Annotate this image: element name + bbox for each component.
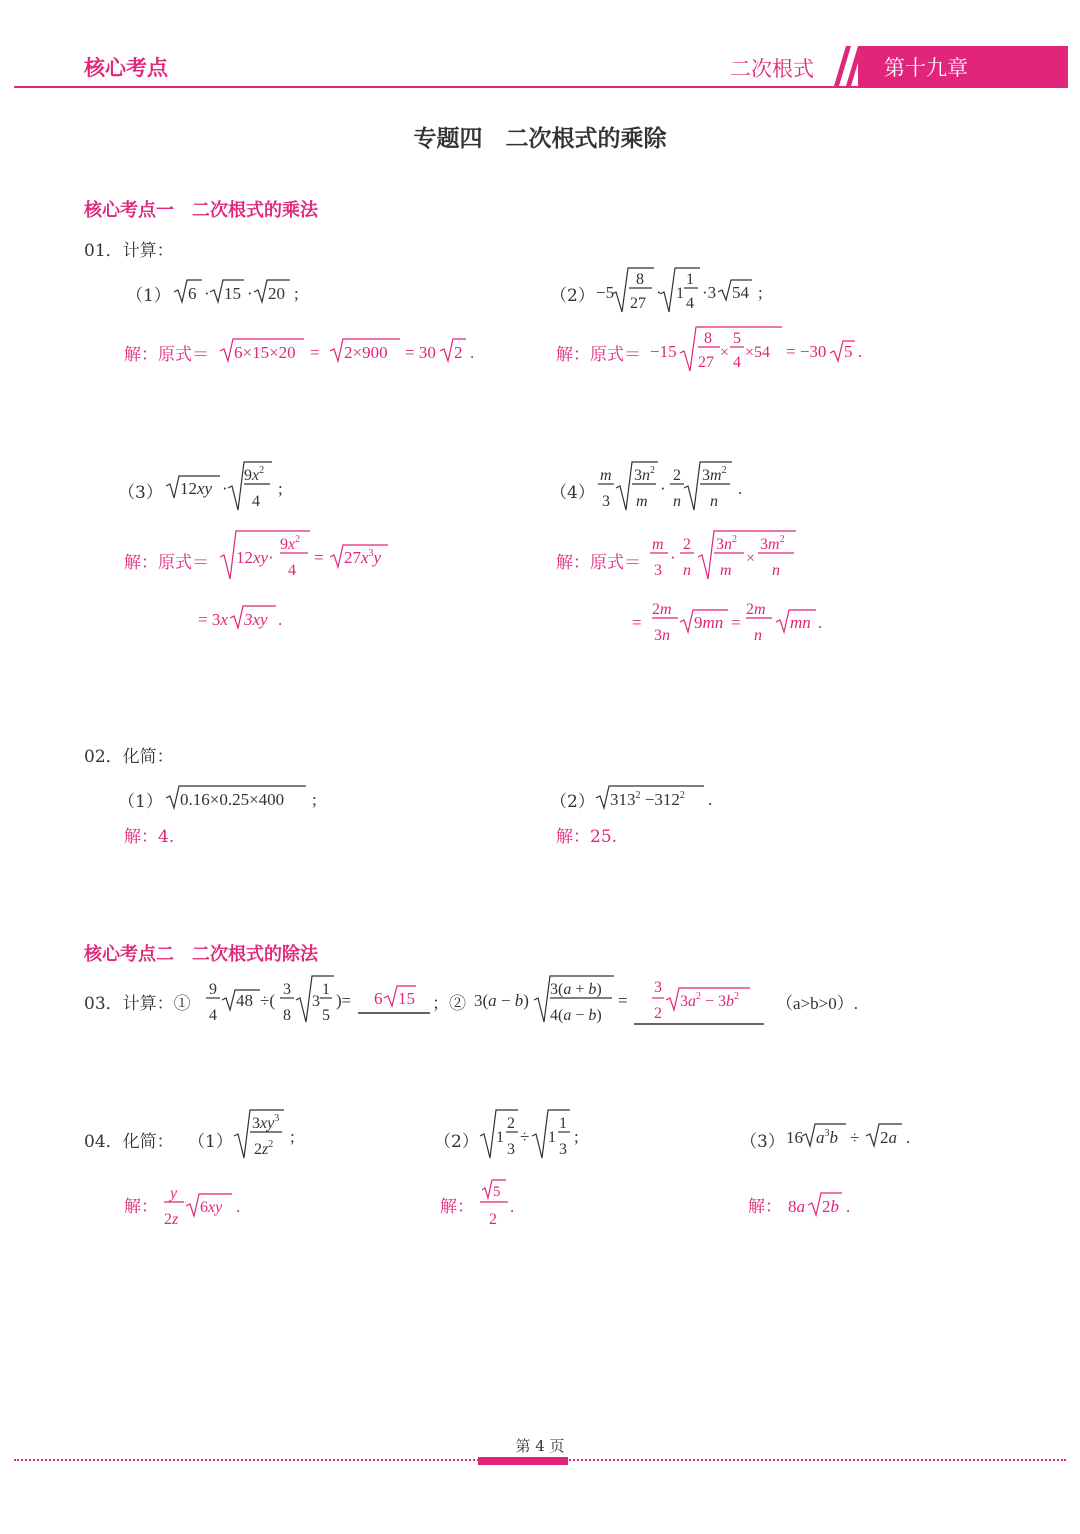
svg-text:2: 2 (654, 1005, 662, 1022)
q04-part2-answer (476, 1176, 536, 1234)
svg-text:3(a − b): 3(a − b) (474, 991, 529, 1010)
q02-part2-number: （2） (550, 792, 595, 812)
svg-text:= 30: = 30 (405, 343, 436, 362)
q01-part1-answer-prefix: 解：原式＝ (124, 345, 209, 365)
svg-text:2: 2 (489, 1211, 497, 1228)
svg-text:.: . (708, 790, 713, 809)
svg-text:mn: mn (790, 613, 811, 632)
q01-part1-number: （1） (126, 286, 171, 306)
svg-text:2: 2 (507, 1115, 515, 1132)
section-heading-2: 核心考点二 二次根式的除法 (84, 944, 318, 965)
svg-text:.: . (236, 1197, 241, 1216)
q01-part3-answer (218, 527, 408, 585)
svg-text:=: = (314, 548, 324, 567)
svg-text:3xy: 3xy (244, 610, 268, 629)
svg-text:n: n (754, 627, 762, 644)
svg-text:a3b: $a^3b$ (816, 1128, 838, 1147)
svg-text:5: 5 (493, 1184, 501, 1200)
svg-text:15: 15 (224, 284, 241, 303)
section-heading-1: 核心考点一 二次根式的乘法 (84, 200, 318, 221)
svg-text:2z: 2z (164, 1211, 179, 1228)
q03-separator: ；② (432, 994, 466, 1014)
q01-part2-answer (650, 323, 870, 377)
q04-part3-number: （3） (740, 1132, 785, 1152)
svg-text:8: 8 (283, 1007, 291, 1024)
svg-text:5: 5 (733, 330, 741, 347)
q02-part2-expression (594, 780, 734, 814)
svg-text:m: m (636, 493, 648, 510)
q03-part1-expression (204, 970, 444, 1030)
svg-text:3: 3 (602, 493, 610, 510)
svg-text:4: 4 (288, 562, 296, 579)
svg-text:×: × (720, 344, 730, 361)
svg-text:48: 48 (236, 991, 253, 1010)
q04-part3-answer (786, 1187, 866, 1221)
svg-text:;: ; (294, 284, 299, 303)
q01-part2-expression (596, 264, 776, 318)
svg-text:.: . (906, 1128, 911, 1147)
svg-text:6xy: 6xy (200, 1199, 223, 1216)
q04-part3-answer-prefix: 解： (748, 1197, 782, 1217)
svg-text:6: 6 (188, 284, 197, 303)
svg-text:÷: ÷ (850, 1128, 860, 1147)
svg-text:1: 1 (559, 1115, 567, 1132)
header-chapter-number: 第十九章 (884, 56, 968, 80)
q01-part4-answer (648, 527, 808, 585)
footer-accent-bar (478, 1457, 568, 1465)
q01-part4-expression (596, 458, 766, 516)
svg-text:·: · (670, 548, 676, 567)
svg-text:5: 5 (322, 1007, 330, 1024)
svg-text:1: 1 (496, 1129, 504, 1146)
q03-condition: （a>b>0）. (776, 994, 858, 1013)
svg-text:= −30: = −30 (786, 342, 827, 361)
svg-text:9: 9 (209, 981, 217, 998)
svg-text:n: n (673, 493, 681, 510)
svg-text:2m: 2m (746, 601, 766, 618)
svg-text:;: ; (290, 1127, 295, 1146)
question-04-label: 04．化简： (84, 1132, 174, 1152)
svg-text:3n2: $3n^2$ (716, 534, 737, 553)
question-03-label: 03．计算：① (84, 994, 191, 1014)
svg-text:.: . (818, 613, 823, 632)
q01-part3-answer-prefix: 解：原式＝ (124, 553, 209, 573)
svg-text:=: = (731, 613, 741, 632)
question-01-label: 01．计算： (84, 241, 174, 261)
svg-text:.: . (278, 610, 283, 629)
svg-text:3: 3 (559, 1141, 567, 1158)
svg-text:27: 27 (630, 295, 646, 312)
svg-text:2: 2 (683, 536, 691, 553)
svg-text:2z2: $2z^2$ (254, 1139, 274, 1158)
svg-text:.: . (738, 479, 743, 498)
svg-text:·3: ·3 (702, 283, 717, 302)
svg-text:4: 4 (252, 493, 260, 510)
svg-text:2a: 2a (880, 1128, 897, 1147)
q02-part2-answer: 解：25. (556, 827, 618, 847)
svg-text:;: ; (574, 1127, 579, 1146)
svg-text:1: 1 (686, 271, 694, 288)
svg-text:m: m (720, 562, 732, 579)
svg-text:1: 1 (548, 1129, 556, 1146)
svg-text:2m: 2m (652, 601, 672, 618)
svg-text:.: . (470, 343, 475, 362)
q04-part1-number: （1） (188, 1132, 233, 1152)
svg-text:m: m (652, 536, 664, 553)
svg-text:÷: ÷ (520, 1127, 530, 1146)
svg-text:3: 3 (507, 1141, 515, 1158)
svg-text:·: · (660, 479, 666, 498)
q01-part3-number: （3） (118, 483, 163, 503)
svg-text:−15: −15 (650, 342, 677, 361)
q01-part4-answer-result (630, 592, 830, 648)
svg-text:3m2: $3m^2$ (702, 465, 727, 484)
svg-text:12xy: 12xy (180, 479, 213, 498)
svg-text:20: 20 (268, 284, 285, 303)
svg-text:9x2: $9x^2$ (280, 534, 301, 553)
svg-text:=: = (632, 613, 642, 632)
svg-text:9mn: 9mn (694, 613, 724, 632)
q03-part2-expression (474, 970, 774, 1030)
svg-text:y: y (170, 1185, 178, 1202)
q04-part3-expression (786, 1118, 926, 1152)
svg-text:·: · (656, 283, 662, 302)
svg-text:2×900: 2×900 (344, 343, 388, 362)
question-02-label: 02．化简： (84, 747, 174, 767)
svg-text:·: · (204, 284, 210, 303)
svg-text:3m2: $3m^2$ (760, 534, 785, 553)
svg-text:3n: 3n (654, 627, 670, 644)
svg-text:2: 2 (454, 343, 463, 362)
svg-text:4: 4 (686, 295, 694, 312)
q02-part1-answer: 解：4. (124, 827, 175, 847)
header-chapter-name: 二次根式 (730, 57, 814, 81)
q04-part1-answer-prefix: 解： (124, 1197, 158, 1217)
svg-text:5: 5 (844, 342, 853, 361)
svg-text:15: 15 (398, 989, 415, 1008)
q04-part2-answer-prefix: 解： (440, 1197, 474, 1217)
svg-text:×54: ×54 (745, 344, 771, 361)
svg-text:27: 27 (698, 354, 714, 371)
svg-text:3132 −3122: $313^2 -312^2$ (610, 790, 685, 809)
svg-text:4(a − b): 4(a − b) (550, 1007, 602, 1024)
svg-text:.: . (858, 342, 863, 361)
svg-text:= 3x: = 3x (198, 610, 228, 629)
svg-text:·: · (222, 479, 228, 498)
svg-text:;: ; (758, 283, 763, 302)
svg-text:÷(: ÷( (260, 991, 275, 1010)
svg-text:·: · (247, 284, 253, 303)
svg-text:9x2: $9x^2$ (244, 465, 265, 484)
svg-text:;: ; (312, 790, 317, 809)
svg-text:m: m (600, 467, 612, 484)
q01-part3-expression (164, 458, 304, 516)
svg-text:;: ; (278, 479, 283, 498)
svg-text:n: n (683, 562, 691, 579)
svg-text:16: 16 (786, 1128, 803, 1147)
svg-text:=: = (310, 343, 320, 362)
svg-text:=: = (618, 991, 628, 1010)
svg-text:×: × (746, 550, 756, 567)
svg-text:−5: −5 (596, 283, 615, 302)
svg-text:.: . (510, 1197, 515, 1216)
svg-text:4: 4 (209, 1007, 217, 1024)
svg-text:12xy·: 12xy· (236, 548, 274, 567)
svg-text:6×15×20: 6×15×20 (234, 343, 296, 362)
q04-part2-number: （2） (434, 1132, 479, 1152)
header-rule (14, 86, 1068, 88)
q02-part1-expression (164, 780, 334, 814)
svg-text:3: 3 (312, 993, 320, 1010)
svg-text:n: n (710, 493, 718, 510)
svg-text:1: 1 (676, 285, 684, 302)
svg-text:3: 3 (654, 979, 662, 996)
q01-part1-answer (218, 333, 478, 367)
q04-part1-answer (160, 1176, 260, 1234)
page-number: 第 4 页 (515, 1437, 565, 1455)
svg-text:)=: )= (336, 991, 352, 1010)
q01-part2-answer-prefix: 解：原式＝ (556, 345, 641, 365)
svg-text:54: 54 (732, 283, 749, 302)
svg-text:6: 6 (374, 989, 383, 1008)
q01-part4-answer-prefix: 解：原式＝ (556, 553, 641, 573)
svg-text:0.16×0.25×400: 0.16×0.25×400 (180, 790, 285, 809)
svg-text:3(a + b): 3(a + b) (550, 981, 602, 998)
svg-text:27x3y: $27x^3y$ (344, 548, 382, 567)
q01-part3-answer-result (196, 600, 306, 634)
svg-text:8: 8 (636, 271, 644, 288)
q01-part2-number: （2） (550, 286, 595, 306)
svg-text:.: . (846, 1197, 851, 1216)
q04-part1-expression (232, 1106, 312, 1164)
svg-text:3: 3 (654, 562, 662, 579)
svg-text:3n2: $3n^2$ (634, 465, 655, 484)
svg-text:8a: 8a (788, 1197, 805, 1216)
q04-part2-expression (478, 1106, 598, 1164)
svg-text:2b: 2b (822, 1197, 839, 1216)
svg-text:3: 3 (283, 981, 291, 998)
svg-text:2: 2 (673, 467, 681, 484)
q01-part4-number: （4） (550, 483, 595, 503)
page-title: 专题四 二次根式的乘除 (413, 125, 667, 152)
svg-text:3xy3: $3xy^3$ (252, 1113, 280, 1132)
q02-part1-number: （1） (118, 792, 163, 812)
q01-part1-expression (172, 274, 312, 308)
svg-text:1: 1 (322, 981, 330, 998)
svg-text:n: n (772, 562, 780, 579)
header-core-topics: 核心考点 (84, 55, 168, 80)
svg-text:4: 4 (733, 354, 741, 371)
svg-text:8: 8 (704, 330, 712, 347)
svg-text:3a2 − 3b2: $3a^2 - 3b^2$ (680, 991, 740, 1010)
